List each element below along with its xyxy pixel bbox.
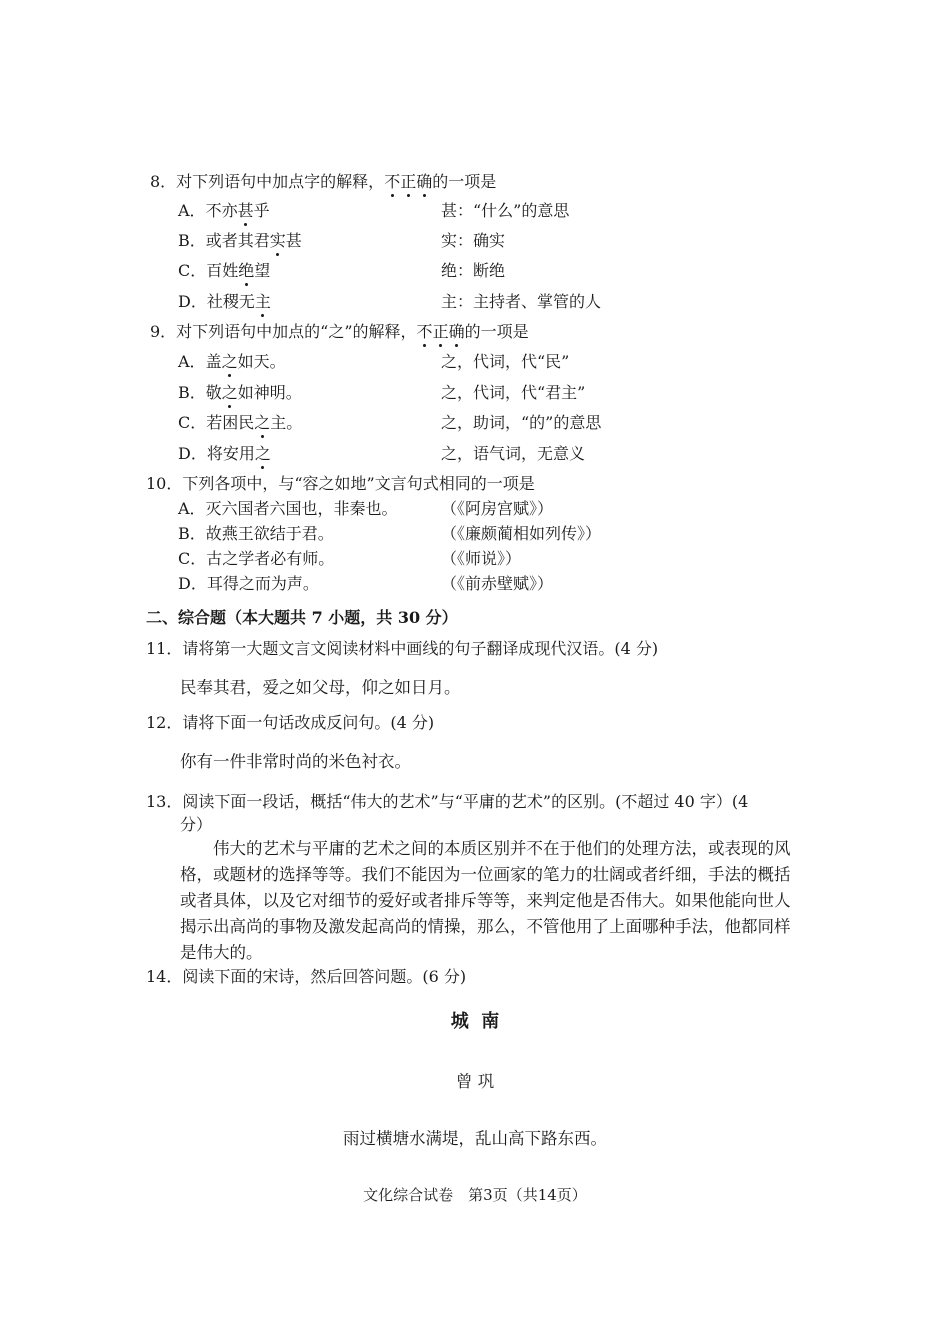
poem-author: 曾 巩 [455,1072,495,1091]
q10-option-a: A．灭六国者六国也，非秦也。 [178,499,398,518]
passage-line: 伟大的艺术与平庸的艺术之间的本质区别并不在于他们的处理方法，或表现的风 [213,839,791,858]
q9-option-d-explanation: 之，语气词，无意义 [441,444,586,463]
q10-stem: 10．下列各项中，与“容之如地”文言句式相同的一项是 [146,474,535,493]
q8-option-b-explanation: 实：确实 [441,231,506,250]
page-footer: 文化综合试卷 第3页（共14页） [363,1186,587,1204]
q9-option-a: A．盖之如天。 [178,352,286,371]
q10-option-d: D．耳得之而为声。 [178,574,319,593]
q8-option-d: D．社稷无主 [178,292,271,311]
q9-option-b-explanation: 之，代词，代“君主” [441,383,586,402]
q8-stem: 8．对下列语句中加点字的解释，不正确的一项是 [150,172,497,191]
passage-line: 或者具体，以及它对细节的爱好或者排斥等等，来判定他是否伟大。如果他能向世人 [180,891,791,910]
q10-option-c: C．古之学者必有师。 [178,549,335,568]
q8-option-a: A．不亦甚乎 [178,201,270,220]
q10-option-b: B．故燕王欲结于君。 [178,524,334,543]
poem-title: 城 南 [450,1011,500,1032]
passage-line: 是伟大的。 [180,943,263,962]
q9-option-b: B．敬之如神明。 [178,383,302,402]
q9-option-a-explanation: 之，代词，代“民” [441,352,570,371]
q13-passage [180,836,810,966]
q8-option-c-explanation: 绝：断绝 [441,261,506,280]
q9-option-c: C．若困民之主。 [178,413,303,432]
q9-option-d: D．将安用之 [178,444,271,463]
passage-line: 揭示出高尚的事物及激发起高尚的情操，那么，不管他用了上面哪种手法，他都同样 [180,917,791,936]
q10-option-c-source: （《师说》） [441,549,522,568]
q10-option-b-source: （《廉颇蔺相如列传》） [441,524,602,543]
q13-stem: 13．阅读下面一段话，概括“伟大的艺术”与“平庸的艺术”的区别。(不超过 40 字）(4 [146,792,749,811]
q12-sentence: 你有一件非常时尚的米色衬衣。 [180,752,411,771]
q10-option-d-source: （《前赤壁赋》） [441,574,554,593]
section-2-heading: 二、综合题（本大题共 7 小题，共 30 分） [146,608,458,627]
q8-option-b: B．或者其君实甚 [178,231,302,250]
q10-option-a-source: （《阿房宫赋》） [441,499,554,518]
q12-stem: 12．请将下面一句话改成反问句。(4 分) [146,713,435,732]
passage-line: 格，或题材的选择等等。我们不能因为一位画家的笔力的壮阔或者纤细，手法的概括 [180,865,791,884]
q8-option-d-explanation: 主：主持者、掌管的人 [441,292,602,311]
q11-sentence: 民奉其君，爱之如父母，仰之如日月。 [180,678,461,697]
q8-option-a-explanation: 甚：“什么”的意思 [441,201,570,220]
poem-line: 雨过横塘水满堤，乱山高下路东西。 [343,1129,607,1148]
q8-option-c: C．百姓绝望 [178,261,271,280]
q14-stem: 14．阅读下面的宋诗，然后回答问题。(6 分) [146,967,467,986]
q13-stem-continued: 分） [180,815,213,834]
q11-stem: 11．请将第一大题文言文阅读材料中画线的句子翻译成现代汉语。(4 分) [146,639,659,658]
q9-option-c-explanation: 之，助词，“的”的意思 [441,413,602,432]
q9-stem: 9．对下列语句中加点的“之”的解释，不正确的一项是 [150,322,529,341]
